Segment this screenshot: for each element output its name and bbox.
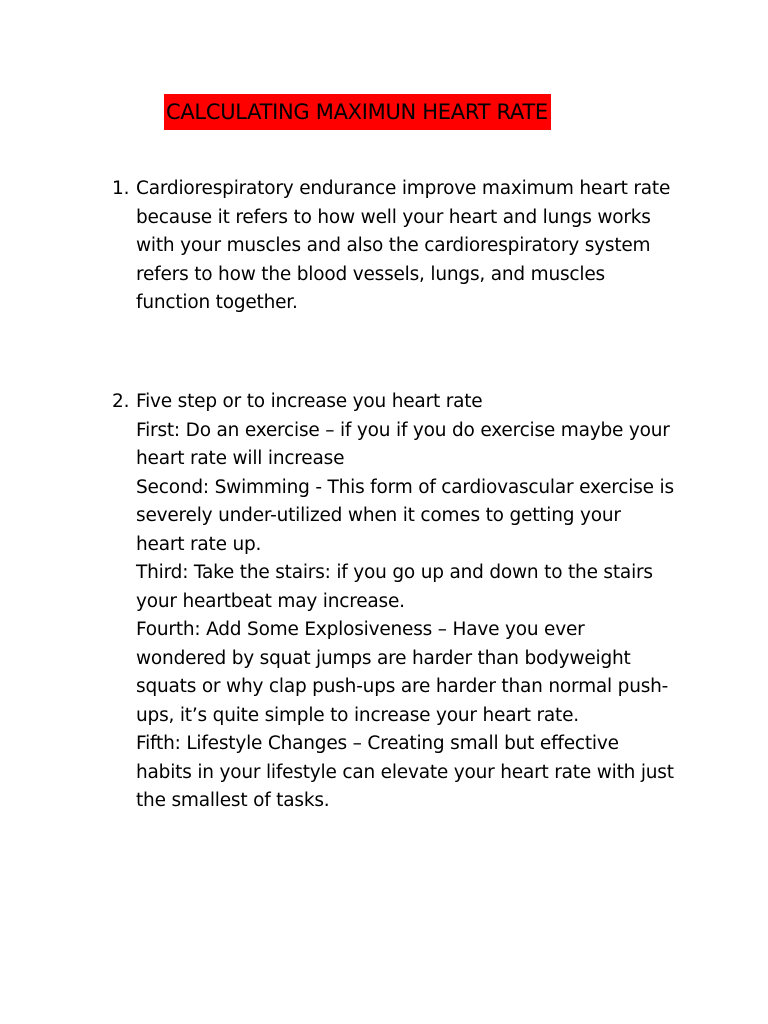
text-line: heart rate up. bbox=[136, 533, 262, 555]
text-line: because it refers to how well your heart and lungs works bbox=[136, 206, 651, 228]
text-line: wondered by squat jumps are harder than bodyweight bbox=[136, 647, 631, 669]
text-line: refers to how the blood vessels, lungs, and muscles bbox=[136, 263, 605, 285]
text-line: Third: Take the stairs: if you go up and down to the stairs bbox=[136, 562, 653, 583]
text-line: with your muscles and also the cardiorespiratory system bbox=[136, 235, 651, 256]
page-title: CALCULATING MAXIMUN HEART RATE bbox=[164, 94, 551, 130]
text-line: ups, it’s quite simple to increase your heart rate. bbox=[136, 704, 579, 726]
text-line: Second: Swimming - This form of cardiovascular exercise is bbox=[136, 476, 674, 498]
text-line: Fifth: Lifestyle Changes – Creating small but effective bbox=[136, 733, 619, 754]
text-line: your heartbeat may increase. bbox=[136, 590, 405, 612]
text-line: First: Do an exercise – if you if you do exercise maybe your bbox=[136, 419, 670, 441]
text-line: Cardiorespiratory endurance improve maximum heart rate bbox=[136, 178, 671, 199]
text-line: heart rate will increase bbox=[136, 448, 345, 469]
list-item-text bbox=[136, 388, 712, 816]
text-line: squats or why clap push-ups are harder than normal push- bbox=[136, 676, 669, 697]
text-line: severely under-utilized when it comes to getting your bbox=[136, 505, 621, 526]
list-item-2 bbox=[112, 388, 712, 816]
list-item-text bbox=[136, 175, 712, 318]
list-item-number: 1. bbox=[112, 178, 130, 199]
text-line: Fourth: Add Some Explosiveness – Have you ever bbox=[136, 619, 585, 640]
text-line: Five step or to increase you heart rate bbox=[136, 391, 483, 412]
text-line: habits in your lifestyle can elevate your heart rate with just bbox=[136, 761, 674, 783]
text-line: the smallest of tasks. bbox=[136, 790, 330, 811]
text-line: function together. bbox=[136, 292, 298, 313]
list-item-1 bbox=[112, 175, 712, 318]
title-container bbox=[164, 94, 551, 130]
list-item-number: 2. bbox=[112, 391, 130, 412]
